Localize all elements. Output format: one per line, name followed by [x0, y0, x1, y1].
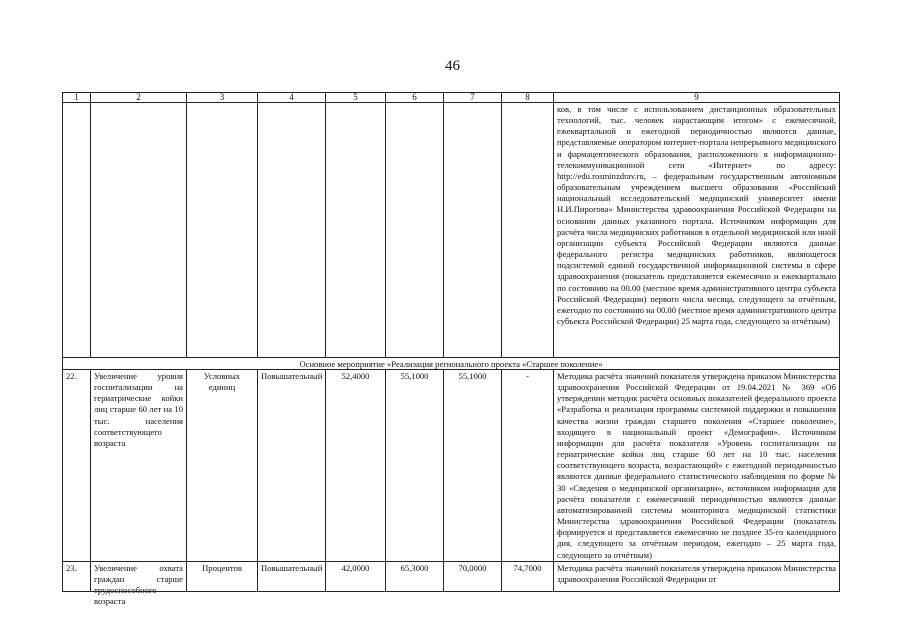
column-number: 2	[91, 93, 187, 103]
column-number: 6	[386, 93, 444, 103]
column-number: 1	[63, 93, 91, 103]
table-row	[63, 561, 840, 591]
direction: Повышательный	[261, 562, 323, 573]
value-col6: 65,3000	[400, 562, 429, 573]
column-number: 5	[326, 93, 386, 103]
table-row	[63, 370, 840, 562]
continuation-method-text: ков, в том числе с использованием дистанционных образовательных технологий, тыс. человек нарастающим итогом» с ежемесячной, ежеквартальной и ежегодной периодичностью являются данные, представляемые оператором интернет-портала непрерывного медицинского и фармацевтического образования, расположенного в информационно-телекоммуникационной сети «Интернет» по адресу: http://edu.rosminzdrav.ru, – федеральным государственным автономным образовательным учреждением высшего образования «Российский национальный исследовательский медицинский университет имени Н.И.Пирогова» Министерства здравоохранения Российской Федерации на основании данных указанного портала. Источником информации для расчёта числа медицинских работников в отдельной медицинской или иной организации субъекта Российской Федерации являются данные федерального регистра медицинских работников, являющегося подсистемой единой государственной информационной системы в сфере здравоохранения (показатель представляется ежемесячно и ежеквартально по состоянию на 00.00 (местное время административного центра субъекта Российской Федерации) первого числа месяца, следующего за отчётным, ежегодно по состоянию на 00.00 (местное время административного центра субъекта Российской Федерации) 25 марта года, следующего за отчётным)	[554, 103, 840, 358]
value-col7: 55,1000	[444, 370, 502, 562]
continuation-row	[63, 103, 840, 358]
direction: Повышательный	[258, 370, 326, 562]
unit: Процентов	[202, 562, 242, 573]
value-col5: 52,4000	[326, 370, 386, 562]
value-col5: 42,0000	[341, 562, 370, 573]
row-number: 22.	[63, 370, 91, 562]
value-col8: -	[502, 370, 554, 562]
value-col8: 74,7000	[513, 562, 542, 573]
indicators-table	[62, 92, 840, 607]
method-text: Методика расчёта значений показателя утверждена приказом Министерства здравоохранения Российской Федерации от 19.04.2021 № 369 «Об утверждении методик расчёта основных показателей федерального проекта «Разработка и реализация программы системной поддержки и повышения качества жизни граждан старшего поколения «Старшее поколение», входящего в национальный проект «Демография». Источником информации для расчёта показателя «Уровень госпитализации на гериатрические койки лиц старше 60 лет на 10 тыс. населения соответствующего возраста, возрастающий» с ежегодной периодичностью являются данные федерального статистического наблюдения по форме № 30 «Сведения о медицинской организации», источником информации для расчёта показателя с ежемесячной периодичностью являются данные автоматизированной системы мониторинга медицинской статистики Министерства здравоохранения Российской Федерации (показатель формируется и представляется ежемесячно не позднее 35-го календарного дня, следующего за отчётным периодом, ежегодно – 25 марта года, следующего за отчётным)	[554, 370, 840, 562]
method-text: Методика расчёта значений показателя утверждена приказом Министерства здравоохранения Российской Федерации от	[557, 562, 836, 584]
section-row	[63, 358, 840, 370]
column-numbers-row	[63, 93, 840, 103]
column-number: 7	[444, 93, 502, 103]
column-number: 9	[554, 93, 840, 103]
indicator-name: Увеличение охвата граждан старше трудоспособного возраста	[94, 562, 183, 607]
page-number: 46	[445, 58, 460, 74]
row-number: 23.	[66, 562, 77, 573]
value-col6: 55,1000	[386, 370, 444, 562]
indicator-name: Увеличение уровня госпитализации на гериатрические койки лиц старше 60 лет на 10 тыс. населения соответствующего возраста	[91, 370, 187, 562]
column-number: 3	[187, 93, 258, 103]
column-number: 8	[502, 93, 554, 103]
unit: Условных единиц	[187, 370, 258, 562]
value-col7: 70,0000	[458, 562, 487, 573]
section-title: Основное мероприятие «Реализация регионального проекта «Старшее поколение»	[63, 358, 840, 370]
column-number: 4	[258, 93, 326, 103]
